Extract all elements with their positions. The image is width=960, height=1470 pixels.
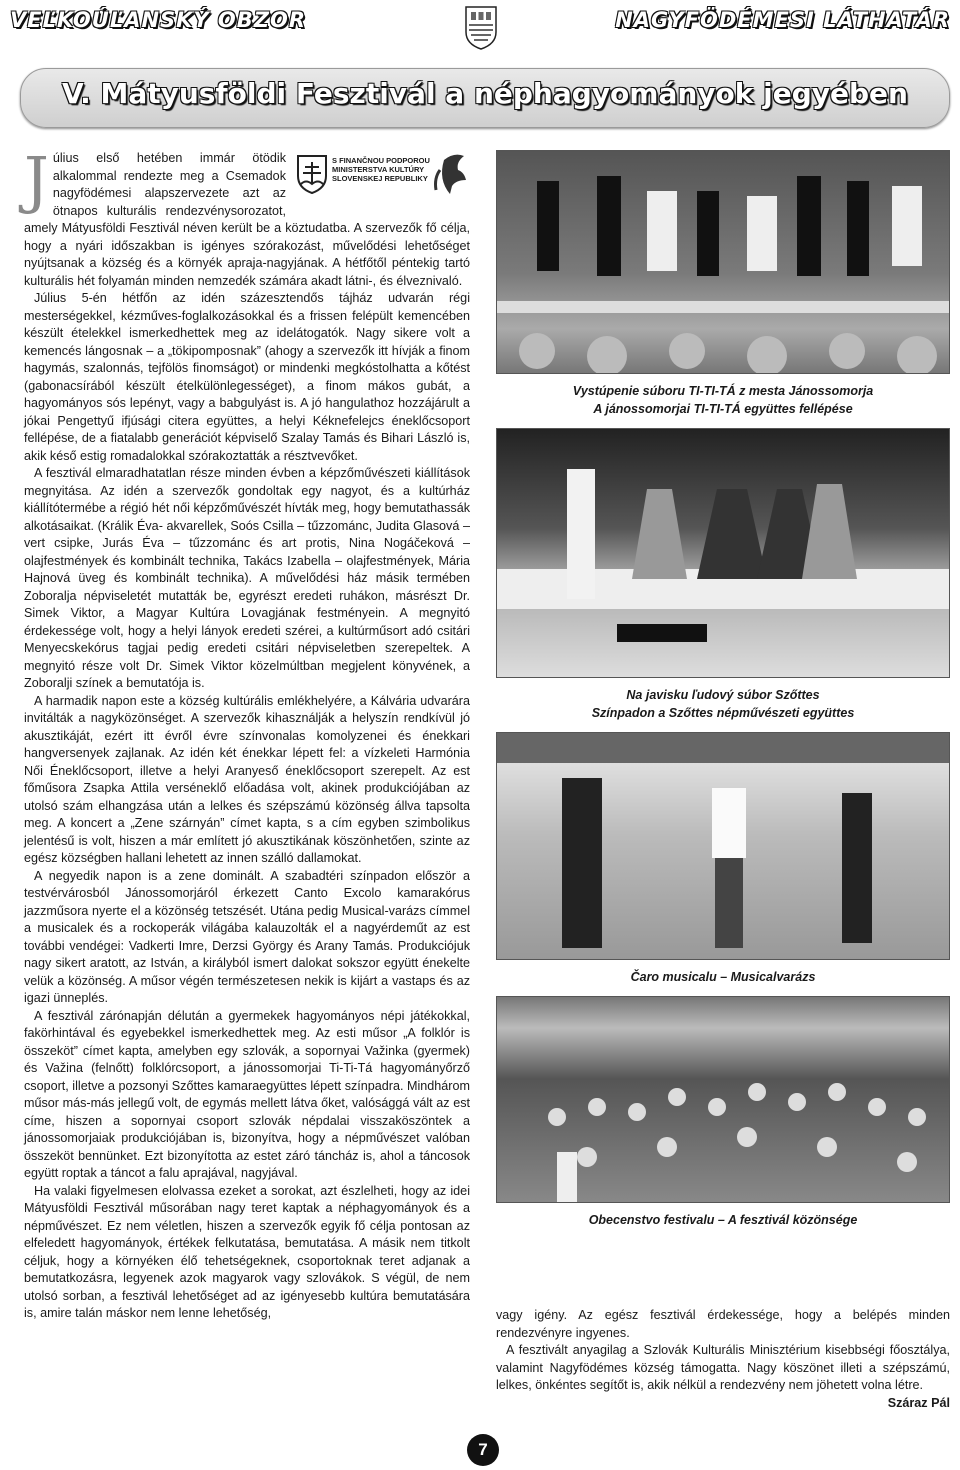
ministry-leaf-logo-icon	[430, 150, 470, 196]
article-body	[24, 143, 470, 1323]
article-title: V. Mátyusföldi Fesztivál a néphagyományok jegyében	[62, 77, 908, 110]
photo-caption: Čaro musicalu – Musicalvarázs	[630, 970, 816, 984]
coat-of-arms-icon	[463, 4, 499, 50]
photo-caption: Vystúpenie súboru TI-TI-TÁ z mesta Jánossomorja A jánossomorjai TI-TI-TÁ együttes fellépése	[572, 384, 874, 416]
page-number: 7	[467, 1434, 499, 1466]
photo-caption: Obecenstvo festivalu – A fesztivál közönsége	[588, 1213, 858, 1227]
photo-column	[496, 150, 950, 1239]
paragraph: Ha valaki figyelmesen elolvassa ezeket a sorokat, azt észlelheti, hogy az idei Mátyusföldi Fesztivál műsorában nagy teret kaptak a néphagyományok és a népművészet. Ez nem véletlen, hiszen a szervezők egyik fő célja pontosan az elfeledett hagyományok, értékek felkutatása, bemutatása. A másik nem titkolt céljuk, hogy a környéken élő tehetségeknek, csoportoknak teret adjanak a bemutatkozásra, legyenek azok magyarok vagy szlovákok. S végül, de nem utolsó sorban, a fesztivál lehetőséget ad az igényesebb kultúra bemutatására is, amire talán máskor nem lenne lehetőség,	[24, 1183, 470, 1320]
photo-figures	[497, 997, 949, 1202]
photo-festival-audience	[496, 996, 950, 1203]
paragraph: vagy igény. Az egész fesztivál érdekessége, hogy a belépés minden rendezvényre ingyenes.	[496, 1308, 950, 1340]
photo-titita-dancers	[496, 150, 950, 374]
article-conclusion	[496, 1307, 950, 1412]
newspaper-title-slovak: VEĽKOÚĽANSKÝ OBZOR	[10, 8, 307, 32]
paragraph: A harmadik napon este a község kultúrális emlékhelyére, a Kálvária udvarára invitálták a nagyközönséget. A szervezők kihasználják a helyszín rendkívül jó akusztikáját, ezért itt évről évre színvonalas komolyzenei és énekkari hangversenyek zajlanak. Az idén két énekkar lépett fel: a vízkeleti Harmónia Női Éneklőcsoport, illetve a helyi Aranyeső éneklőcsoport szerepelt. Az est főműsora Zsapka Attila verséneklő előadása volt, akinek produkciójában az utolsó szám elhangzása után a lelkes és szépszámú közönség állva tapsolta meg. A koncert a „Zene szárnyán” címet kapta, s a cím egyben szimbolikus jelentésű is volt, hiszen a már említett jó akusztikának köszönhetően, szinte az egész községben hallani lehetett az innen szálló dallamokat.	[24, 693, 470, 865]
author-name: Száraz Pál	[887, 1395, 950, 1410]
paragraph: A negyedik napon is a zene dominált. A szabadtéri színpadon először a testvérvárosból Jánossomorjáról érkezett Canto Excolo kamarakórus jazzműsora nyerte el a közönség tetszését. Utána pedig Musical-varázs címmel a musicalek és a rockoperák világába kalauzolták el a nagyérdeműt az est további vendégei: Vadkerti Imre, Derzsi György és Arany Tamás. Produkciójuk nagy sikert aratott, az István, a királyból ismert dalokat sokszor együtt énekelte velük a közönség. A műsor végén természetesen nekik is kijárt a vastaps és az igazi ünneplés.	[24, 868, 470, 1005]
paragraph: Július első hetében immár ötödik alkalommal rendezte meg a Csemadok nagyfödémesi alapszervezete azt az ötnapos kulturális rendezvénysorozatot, amely Mátyusföldi Fesztivál néven került be a köztudatba. A szervezők fő célja, hogy a nyári időszakban is igényes szórakozást, művelődési lehetőséget nyújtsanak a község és a környék apraja-nagyjának. A hétfőtől péntekig tartó kulturális hét folyamán minden nemzedék számára akadt látni-, és élveznivaló.	[24, 143, 470, 288]
paragraph: A fesztivál zárónapján délután a gyermekek hagyományos népi játékokkal, fakörhintával és egyebekkel ismerkedhettek meg. Az esti műsor „A folklór is összeköt” címet kapta, amelyben egy szlovák, a sopornyai Važinka (gyermek) és Važina (felnőtt) folklórcsoport, a jánossomorjai Ti-Ti-Tá hagyományőrző csoport, illetve a pozsonyi Szőttes kamaraegyüttes lépett színpadra. Mindhárom műsor más-más jellegű volt, de egymás mellett látva őket, valósággá vált az est címe, hiszen a sopornyai csoport szlovák népdalai visszaköszöntek a jánossomorjaiak produkciójában is, bizonyítva, hogy a népművészet valóban összeköt bennünket. Ezt bizonyította az estet záró táncház is, ahol a táncosok együtt roptak a táncot a falu aprajával, nagyjával.	[24, 1008, 470, 1180]
drop-cap: J	[24, 143, 49, 216]
page-header	[0, 0, 960, 60]
sponsor-text: S FINANČNOU PODPOROU MINISTERSTVA KULTÚRY SLOVENSKEJ REPUBLIKY	[332, 156, 430, 183]
photo-figures	[497, 151, 949, 373]
photo-musical-singers	[496, 732, 950, 960]
photo-szottes-ensemble	[496, 428, 950, 678]
paragraph: Július 5-én hétfőn az idén százesztendős tájház udvarán régi mesterségekkel, kézműves-foglalkozásokkal és a frissen felépült kemencében készült ételekkel ismerkedhettek meg az idelátogatók. Nagy sikere volt a kemencés lángosnak – a „tökipomposnak” (ahogy a szervezők itt hívják a finom hagymás, szalonnás, tejfölös finomságot) or mindenki megkóstolhatta a kőtést (gabonacsírából készült ételkülönlegességet), a finom mákos gubát, a hagyományos sós lepényt, vagy a babgulyást is. A jó hangulathoz hozzájárult a jókai Pengettyű ifjúsági citera együttes, a helyi Kéknefelejcs éneklőcsoport fellépése, de a fiatalabb generációt képviselő Szalay Tamás és Bihari László is, akik késő estig romadalokkal szórakoztatták a résztvevőket.	[24, 291, 470, 463]
slovak-crest-icon	[296, 154, 328, 194]
photo-caption: Na javisku ľudový súbor Szőttes Színpadon a Szőttes népművészeti együttes	[591, 688, 855, 720]
newspaper-title-hungarian: NAGYFÖDÉMESI LÁTHATÁR	[615, 8, 950, 32]
ministry-sponsor-logo	[294, 150, 470, 208]
article-title-banner	[20, 68, 950, 128]
paragraph: A fesztivál elmaradhatatlan része minden évben a képzőművészeti kiállítások megnyitása. Az idén a szervezők gondoltak egy nagyot, és a kultúrház kiállítótermébe a régió hét női képzőművészét hívták meg, hogy bemutathassák alkotásaikat. (Králik Éva- akvarellek, Soós Csilla – tűzzománc, Judita Glasová – vert csipke, Jurás Éva – tűzzománc és art protis, Nina Nogáčeková – olajfestmények és kombinált technika, Takács Izabella – olajfestmények, Mária Hajnová üveg és kombinált technika). A művelődési ház másik termében Zoboralja népviseletét mutatták be, egyrészt eredeti ruhákon, másrészt Dr. Simek Viktor, a Magyar Kultúra Lovagjának festményein. A megnyitó érdekessége volt, hogy a helyi lányok eredeti szérei, a kultúrműsort adó csitári Menyecskekórus tagjai pedig eredeti csitári népviseletben szerepeltek. A megnyitó része volt Dr. Simek Viktor közelmúltban megjelent könyvének, a Zoboralji színek a bemutatója is.	[24, 466, 470, 690]
paragraph: A fesztivált anyagilag a Szlovák Kulturális Minisztérium kisebbségi főosztálya, valamint Nagyfödémes község támogatta. Nagy köszönet illeti a szépszámú, lelkes, önkéntes segítőt is, akik nélkül a rendezvény nem jöhetett volna létre. Száraz Pál	[496, 1342, 950, 1395]
photo-figures	[497, 429, 949, 677]
photo-figures	[497, 733, 949, 959]
